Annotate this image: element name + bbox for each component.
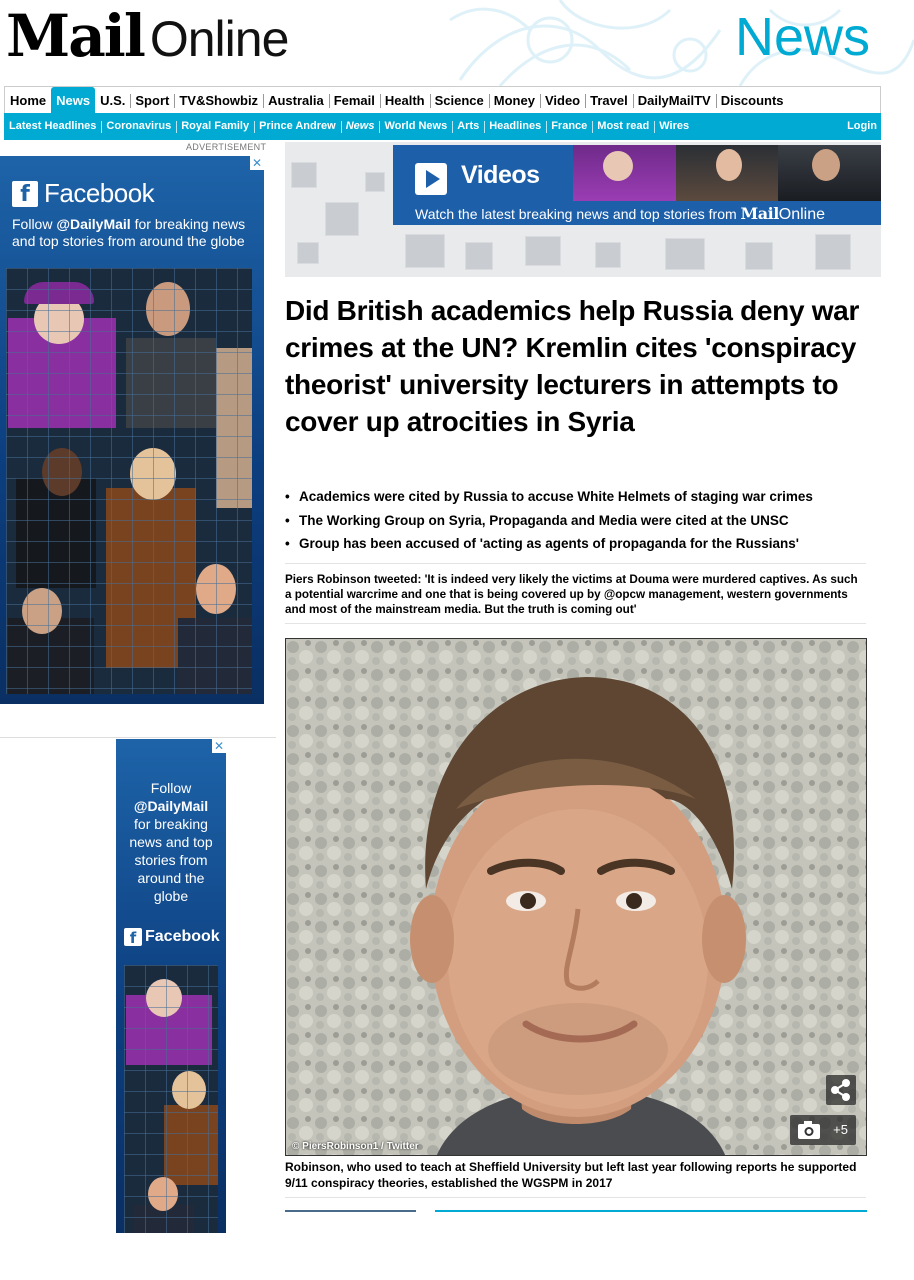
videos-subtitle-text: Watch the latest breaking news and top stories from — [415, 206, 737, 222]
camera-icon — [794, 1115, 824, 1145]
facebook-word: Facebook — [145, 928, 220, 945]
ad-close-icon[interactable]: ✕ — [251, 156, 263, 170]
banner-tile — [365, 172, 385, 192]
nav-item-australia[interactable]: Australia — [263, 87, 329, 114]
masthead — [0, 0, 914, 86]
ad-handle: @DailyMail — [133, 798, 209, 814]
subnav-item-arts[interactable]: Arts — [452, 113, 484, 140]
banner-tile — [291, 162, 317, 188]
subnav-item-royal-family[interactable]: Royal Family — [176, 113, 254, 140]
subnav-item-news[interactable]: News — [341, 113, 380, 140]
nav-item-home[interactable]: Home — [10, 92, 47, 108]
video-thumbnail[interactable] — [778, 145, 881, 201]
banner-tile — [405, 234, 445, 268]
video-banner[interactable] — [285, 142, 881, 277]
videos-title[interactable]: Videos — [461, 161, 540, 189]
facebook-word: Facebook — [44, 178, 155, 208]
facebook-icon: f — [12, 181, 38, 207]
nav-item-tv-showbiz[interactable]: TV&Showbiz — [174, 87, 263, 114]
brand-mail: Mail — [740, 204, 779, 223]
celebrity-collage-image — [124, 965, 218, 1233]
ad-text-pre: Follow — [12, 216, 57, 232]
thumbnail-face — [716, 149, 742, 181]
video-thumbnail[interactable] — [676, 145, 779, 201]
subnav-item-most-read[interactable]: Most read — [592, 113, 654, 140]
banner-tile — [745, 242, 773, 270]
gallery-count: +5 — [833, 1122, 848, 1137]
subnav-item-world-news[interactable]: World News — [379, 113, 452, 140]
section-rule-right — [435, 1210, 867, 1212]
facebook-brand — [12, 178, 154, 209]
portrait-illustration — [286, 639, 867, 1156]
subnav-item-prince-andrew[interactable]: Prince Andrew — [254, 113, 341, 140]
ad-text-pre: Follow — [150, 780, 192, 796]
image-caption: Robinson, who used to teach at Sheffield University but left last year following reports he supported 9/11 conspiracy theories, established the WGSPM in 2017 — [285, 1159, 866, 1198]
gallery-button[interactable] — [790, 1115, 856, 1145]
image-credit: © PiersRobinson1 / Twitter — [292, 1141, 419, 1152]
ad-promo-text — [12, 216, 256, 250]
logo-mail: Mail — [6, 2, 144, 70]
nav-item-money[interactable]: Money — [489, 87, 540, 114]
videos-panel[interactable] — [393, 145, 881, 225]
banner-tile — [297, 242, 319, 264]
bullet-point: • Academics were cited by Russia to accuse White Helmets of staging war crimes — [285, 485, 875, 509]
nav-item-health[interactable]: Health — [380, 87, 430, 114]
facebook-icon: f — [124, 928, 142, 946]
nav-item-dailymailtv[interactable]: DailyMailTV — [633, 87, 716, 114]
video-thumbnails — [573, 145, 881, 201]
nav-item-travel[interactable]: Travel — [585, 87, 633, 114]
bullet-point: • Group has been accused of 'acting as agents of propaganda for the Russians' — [285, 532, 875, 556]
ad-text-post: for breaking news and top stories from around the globe — [129, 816, 213, 904]
secondary-nav — [4, 113, 881, 140]
section-rule-left — [285, 1210, 416, 1212]
article-main-image[interactable] — [285, 638, 867, 1156]
nav-item-sport[interactable]: Sport — [130, 87, 174, 114]
subnav-item-wires[interactable]: Wires — [654, 113, 694, 140]
celebrity-collage-image — [6, 268, 252, 694]
banner-tile — [665, 238, 705, 270]
article-headline: Did British academics help Russia deny war crimes at the UN? Kremlin cites 'conspiracy theorist' university lecturers in attempts to cover up atrocities in Syria — [285, 295, 860, 437]
article-bullets — [285, 485, 875, 556]
nav-item-discounts[interactable]: Discounts — [716, 87, 789, 114]
left-divider — [0, 737, 276, 738]
banner-tile — [325, 202, 359, 236]
play-icon[interactable] — [415, 163, 447, 195]
banner-tile — [815, 234, 851, 270]
brand-online: Online — [778, 206, 826, 223]
collage-grid — [124, 965, 218, 1233]
video-thumbnail[interactable] — [573, 145, 676, 201]
subnav-item-france[interactable]: France — [546, 113, 592, 140]
videos-subtitle — [415, 203, 881, 225]
channel-title[interactable]: News — [734, 7, 870, 67]
facebook-brand — [124, 928, 220, 946]
subnav-item-latest-headlines[interactable]: Latest Headlines — [9, 120, 97, 132]
bullet-point: • The Working Group on Syria, Propaganda and Media were cited at the UNSC — [285, 509, 875, 533]
logo-online: Online — [149, 11, 289, 67]
collage-grid — [6, 268, 252, 694]
thumbnail-face — [603, 151, 633, 181]
share-button[interactable] — [826, 1075, 856, 1105]
primary-nav — [4, 86, 881, 113]
ad-handle: @DailyMail — [56, 216, 131, 232]
banner-tile — [465, 242, 493, 270]
nav-item-news[interactable]: News — [51, 87, 95, 114]
share-icon — [826, 1075, 856, 1105]
subnav-item-headlines[interactable]: Headlines — [484, 113, 546, 140]
facebook-ad-small[interactable] — [116, 739, 226, 1233]
nav-item-video[interactable]: Video — [540, 87, 585, 114]
banner-tile — [595, 242, 621, 268]
thumbnail-face — [812, 149, 840, 181]
advertisement-label: ADVERTISEMENT — [186, 142, 267, 152]
facebook-ad-large[interactable] — [0, 156, 264, 704]
login-link[interactable]: Login — [847, 120, 877, 132]
nav-item-u-s-[interactable]: U.S. — [100, 92, 126, 108]
banner-tile — [525, 236, 561, 266]
subnav-item-coronavirus[interactable]: Coronavirus — [101, 113, 176, 140]
ad-close-icon[interactable]: ✕ — [213, 739, 225, 753]
mailonline-logo[interactable] — [6, 2, 289, 70]
ad-text-post: for breaking news and top stories from around the globe — [12, 216, 246, 249]
nav-item-science[interactable]: Science — [430, 87, 489, 114]
nav-item-femail[interactable]: Femail — [329, 87, 380, 114]
ad-promo-text — [120, 779, 222, 905]
article-lead-caption: Piers Robinson tweeted: 'It is indeed very likely the victims at Douma were murdered captives. As such a potential warcrime and one that is being covered up by @opcw management, western governments and most of the mainstream media. But the truth is coming out' — [285, 563, 866, 624]
